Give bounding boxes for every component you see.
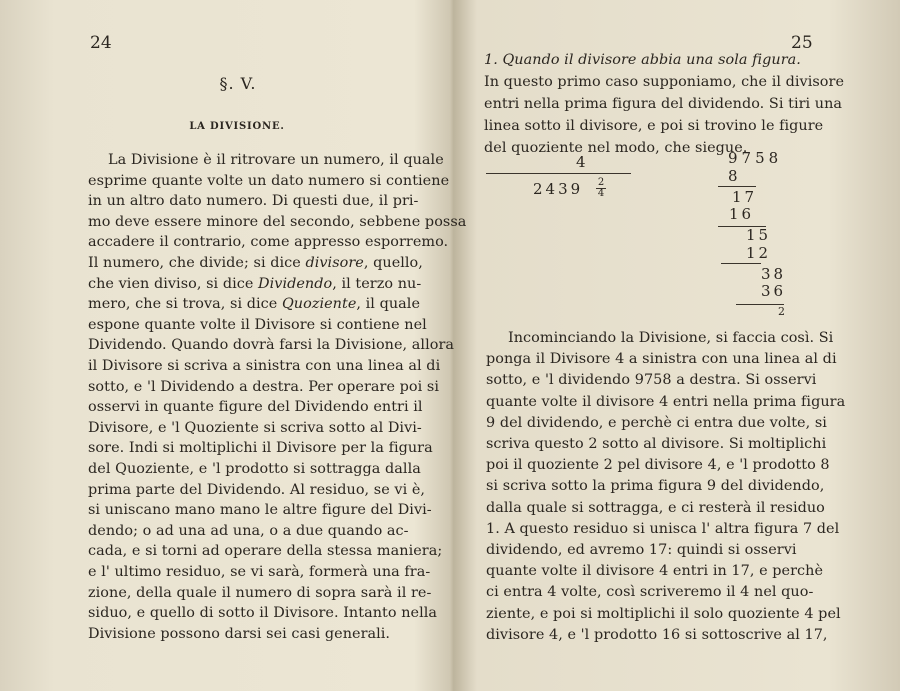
text-segment: che vien diviso, si dice bbox=[88, 275, 259, 292]
text-line bbox=[108, 152, 444, 168]
text-segment: La Divisione è il ritrovare un numero, il quale bbox=[108, 152, 444, 168]
text-segment: Divisore, e 'l Quoziente si scriva sotto al Divi- bbox=[88, 419, 422, 436]
text-segment: esprime quante volte un dato numero si contiene bbox=[88, 172, 450, 189]
division-step: 17 bbox=[732, 188, 758, 206]
text-line bbox=[88, 172, 450, 189]
text-line: 9 del dividendo, e perchè ci entra due volte, si bbox=[486, 414, 827, 431]
text-segment: zione, della quale il numero di sopra sarà il re- bbox=[88, 584, 432, 601]
text-line bbox=[88, 584, 432, 601]
text-line bbox=[88, 605, 438, 622]
division-step: 15 bbox=[746, 226, 772, 244]
text-line bbox=[88, 564, 431, 580]
text-line bbox=[88, 213, 467, 230]
division-step: 2 bbox=[778, 305, 788, 318]
text-line: sotto, e 'l dividendo 9758 a destra. Si osservi bbox=[486, 372, 817, 389]
text-line: linea sotto il divisore, e poi si trovino le figure bbox=[484, 118, 824, 134]
example-quotient: 2439 bbox=[533, 180, 584, 198]
text-segment: mero, che si trova, si dice bbox=[88, 296, 282, 313]
text-line: entri nella prima figura del dividendo. Si tiri una bbox=[484, 96, 843, 112]
text-segment: Il numero, che divide; si dice bbox=[88, 255, 306, 271]
text-line bbox=[88, 440, 433, 457]
text-line bbox=[88, 502, 432, 519]
text-line: dividendo, ed avremo 17: quindi si osservi bbox=[486, 542, 797, 558]
text-segment: in un altro dato numero. Di questi due, il pri- bbox=[88, 193, 419, 210]
text-segment: , quello, bbox=[363, 255, 423, 271]
text-segment: mo deve essere minore del secondo, sebbene possa bbox=[88, 213, 467, 230]
text-segment: dendo; o ad una ad una, o a due quando ac- bbox=[88, 522, 409, 539]
text-segment: Dividendo. Quando dovrà farsi la Divisione, allora bbox=[88, 337, 455, 354]
text-segment: del Quoziente, e 'l prodotto si sottragga dalla bbox=[88, 461, 421, 477]
text-line: quante volte il divisore 4 entri in 17, e perchè bbox=[486, 563, 824, 580]
text-segment: espone quante volte il Divisore si contiene nel bbox=[88, 316, 427, 333]
text-line bbox=[88, 523, 424, 539]
text-segment: siduo, e quello di sotto il Divisore. Intanto nella bbox=[88, 605, 438, 622]
divisor-rule bbox=[486, 173, 631, 174]
text-line bbox=[88, 234, 449, 251]
text-segment: , il terzo nu- bbox=[332, 275, 422, 292]
italic-term: Dividendo bbox=[258, 275, 333, 292]
case-heading-text: 1. Quando il divisore abbia una sola figura. bbox=[484, 52, 801, 68]
text-line bbox=[88, 482, 424, 498]
text-line bbox=[88, 399, 424, 415]
text-line: quante volte il divisore 4 entri nella prima figura bbox=[486, 393, 846, 410]
division-step: 16 bbox=[729, 205, 755, 223]
text-line bbox=[88, 461, 424, 477]
text-segment: sotto, e 'l Dividendo a destra. Per operare poi si bbox=[88, 378, 439, 395]
subtraction-rule bbox=[721, 263, 761, 264]
text-line bbox=[88, 296, 424, 312]
fraction bbox=[596, 178, 606, 199]
subtraction-rule bbox=[718, 186, 756, 187]
text-segment: prima parte del Dividendo. Al residuo, se vi è, bbox=[88, 481, 426, 498]
right-page bbox=[456, 0, 900, 691]
text-line: poi il quoziente 2 pel divisore 4, e 'l prodotto 8 bbox=[486, 457, 830, 474]
section-heading: §. V. bbox=[219, 74, 257, 93]
text-line: In questo primo caso supponiamo, che il divisore bbox=[484, 74, 845, 90]
division-step: 38 bbox=[761, 265, 787, 283]
division-step: 36 bbox=[761, 282, 787, 300]
page-title: LA DIVISIONE. bbox=[189, 121, 285, 132]
text-line bbox=[88, 420, 424, 436]
text-line bbox=[88, 543, 443, 560]
text-line bbox=[88, 337, 455, 354]
text-line: ponga il Divisore 4 a sinistra con una linea al di bbox=[486, 351, 837, 368]
fraction-denominator: 4 bbox=[597, 188, 605, 199]
text-segment: osservi in quante figure del Dividendo entri il bbox=[88, 399, 423, 416]
example-dividend: 9758 bbox=[728, 149, 783, 167]
division-step: 12 bbox=[746, 244, 772, 262]
text-line: ziente, e poi si moltiplichi il solo quoziente 4 pel bbox=[486, 605, 841, 622]
text-segment: e l' ultimo residuo, se vi sarà, formerà una fra- bbox=[88, 564, 431, 580]
text-segment: accadere il contrario, come appresso esporremo. bbox=[88, 234, 449, 251]
text-line bbox=[88, 626, 424, 642]
text-line: scriva questo 2 sotto al divisore. Si moltiplichi bbox=[486, 436, 827, 452]
italic-term: divisore bbox=[305, 255, 364, 271]
text-line: Incominciando la Divisione, si faccia così. Si bbox=[508, 330, 834, 346]
fraction-numerator: 2 bbox=[597, 177, 605, 188]
italic-term: Quoziente bbox=[281, 296, 357, 313]
text-segment: cada, e si torni ad operare della stessa maniera; bbox=[88, 543, 443, 560]
text-line bbox=[88, 193, 424, 209]
text-line: dalla quale si sottragga, e ci resterà il residuo bbox=[486, 499, 825, 516]
text-segment: , il quale bbox=[356, 296, 421, 313]
subtraction-rule bbox=[718, 226, 766, 227]
case-heading bbox=[484, 52, 801, 68]
page-number-right: 25 bbox=[791, 33, 813, 53]
text-line: si scriva sotto la prima figura 9 del dividendo, bbox=[486, 478, 825, 495]
text-line bbox=[88, 378, 439, 395]
text-line: del quoziente nel modo, che siegue. bbox=[484, 140, 748, 156]
text-segment: il Divisore si scriva a sinistra con una linea al di bbox=[88, 358, 441, 374]
text-segment: Divisione possono darsi sei casi generali. bbox=[88, 625, 391, 642]
text-line: 1. A questo residuo si unisca l' altra figura 7 del bbox=[486, 520, 840, 537]
text-line bbox=[88, 276, 424, 292]
text-line bbox=[88, 255, 424, 271]
text-segment: si uniscano mano mano le altre figure del Divi- bbox=[88, 502, 432, 519]
text-line: divisore 4, e 'l prodotto 16 si sottoscrive al 17, bbox=[486, 626, 828, 643]
text-line: ci entra 4 volte, così scriveremo il 4 nel quo- bbox=[486, 584, 814, 601]
text-line bbox=[88, 316, 427, 333]
text-line bbox=[88, 358, 441, 374]
text-segment: sore. Indi si moltiplichi il Divisore per la figura bbox=[88, 440, 433, 457]
example-divisor: 4 bbox=[576, 153, 586, 171]
subtraction-rule bbox=[736, 304, 784, 305]
page-number-left: 24 bbox=[90, 33, 112, 53]
division-step: 8 bbox=[728, 167, 741, 185]
